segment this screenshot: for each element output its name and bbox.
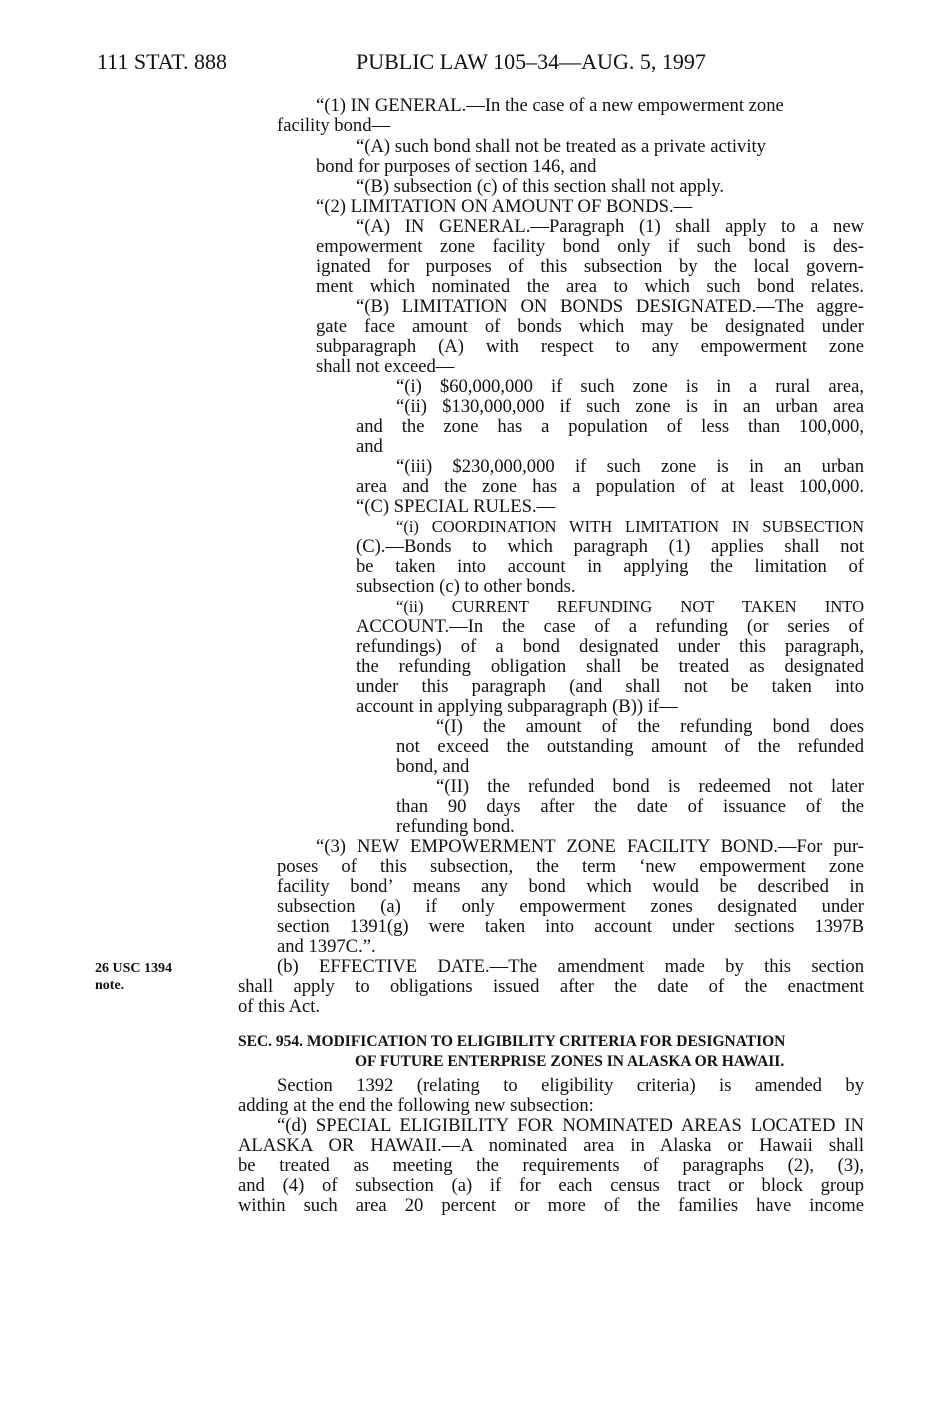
text-line: “(iii) $230,000,000 if such zone is in an urban: [396, 456, 864, 477]
text-line: “(1) IN GENERAL.—In the case of a new empowerment zone: [316, 95, 784, 116]
text-line: and the zone has a population of less than 100,000,: [356, 416, 864, 437]
text-line: subsection (a) if only empowerment zones designated under: [277, 896, 864, 917]
text-line: “(ii) CURRENT REFUNDING NOT TAKEN INTO: [396, 597, 864, 616]
text-line: section 1391(g) were taken into account under sections 1397B: [277, 916, 864, 937]
text-line: bond, and: [396, 756, 470, 777]
text-line: refunding bond.: [396, 816, 515, 837]
text-line: “(i) COORDINATION WITH LIMITATION IN SUBSECTION: [396, 517, 864, 536]
section-heading-line-1: SEC. 954. MODIFICATION TO ELIGIBILITY CRITERIA FOR DESIGNATION: [238, 1033, 786, 1050]
statute-page-number: 111 STAT. 888: [97, 49, 228, 74]
text-line: subsection (c) to other bonds.: [356, 576, 576, 597]
text-line: under this paragraph (and shall not be taken into: [356, 676, 864, 697]
text-line: the refunding obligation shall be treated as designated: [356, 656, 864, 677]
text-line: and: [356, 436, 383, 457]
text-line: “(3) NEW EMPOWERMENT ZONE FACILITY BOND.—For pur-: [316, 836, 864, 857]
text-line: “(i) $60,000,000 if such zone is in a rural area,: [396, 376, 864, 397]
text-line: empowerment zone facility bond only if such bond is des-: [316, 236, 864, 257]
text-line: “(A) IN GENERAL.—Paragraph (1) shall apply to a new: [356, 216, 864, 237]
text-line: “(B) LIMITATION ON BONDS DESIGNATED.—The aggre-: [356, 296, 864, 317]
text-line: “(d) SPECIAL ELIGIBILITY FOR NOMINATED AREAS LOCATED IN: [277, 1115, 864, 1136]
running-header: [0, 44, 940, 80]
text-line: subparagraph (A) with respect to any empowerment zone: [316, 336, 864, 357]
text-line: be treated as meeting the requirements of paragraphs (2), (3),: [238, 1155, 864, 1176]
public-law-title: PUBLIC LAW 105–34—AUG. 5, 1997: [356, 49, 706, 74]
text-line: account in applying subparagraph (B)) if—: [356, 696, 678, 717]
text-line: “(C) SPECIAL RULES.—: [356, 496, 556, 517]
text-line: “(B) subsection (c) of this section shall not apply.: [356, 176, 725, 197]
text-line: bond for purposes of section 146, and: [316, 156, 597, 177]
text-line: facility bond’ means any bond which would be described in: [277, 876, 864, 897]
text-line: adding at the end the following new subsection:: [238, 1095, 594, 1116]
text-line: not exceed the outstanding amount of the refunded: [396, 736, 864, 757]
text-line: ALASKA OR HAWAII.—A nominated area in Alaska or Hawaii shall: [238, 1135, 864, 1156]
text-line: and (4) of subsection (a) if for each census tract or block group: [238, 1175, 864, 1196]
text-line: “(2) LIMITATION ON AMOUNT OF BONDS.—: [316, 196, 693, 217]
text-line: shall not exceed—: [316, 356, 455, 377]
section-heading-line-2: OF FUTURE ENTERPRISE ZONES IN ALASKA OR HAWAII.: [355, 1053, 785, 1070]
text-line: of this Act.: [238, 996, 321, 1017]
text-line: (C).—Bonds to which paragraph (1) applies shall not: [356, 536, 864, 557]
text-line: than 90 days after the date of issuance of the: [396, 796, 864, 817]
text-line: shall apply to obligations issued after the date of the enactment: [238, 976, 864, 997]
text-line: facility bond—: [277, 115, 391, 136]
text-line: ACCOUNT.—In the case of a refunding (or series of: [356, 616, 864, 637]
text-line: (b) EFFECTIVE DATE.—The amendment made by this section: [277, 956, 864, 977]
text-line: “(II) the refunded bond is redeemed not later: [436, 776, 864, 797]
text-line: “(A) such bond shall not be treated as a private activity: [356, 136, 766, 157]
text-line: refundings) of a bond designated under this paragraph,: [356, 636, 864, 657]
text-line: within such area 20 percent or more of the families have income: [238, 1195, 864, 1216]
text-line: poses of this subsection, the term ‘new empowerment zone: [277, 856, 864, 877]
section-heading: [238, 1032, 785, 1072]
text-line: ment which nominated the area to which such bond relates.: [316, 276, 864, 297]
text-line: area and the zone has a population of at least 100,000.: [356, 476, 864, 497]
text-line: be taken into account in applying the limitation of: [356, 556, 864, 577]
text-line: ignated for purposes of this subsection by the local govern-: [316, 256, 864, 277]
text-line: Section 1392 (relating to eligibility criteria) is amended by: [277, 1075, 864, 1096]
margin-note-label: note.: [95, 978, 125, 993]
text-line: “(I) the amount of the refunding bond does: [436, 716, 864, 737]
text-line: gate face amount of bonds which may be designated under: [316, 316, 864, 337]
text-line: “(ii) $130,000,000 if such zone is in an urban area: [396, 396, 864, 417]
margin-note-citation: 26 USC 1394: [95, 961, 173, 976]
margin-note: [95, 960, 172, 994]
text-line: and 1397C.”.: [277, 936, 376, 957]
